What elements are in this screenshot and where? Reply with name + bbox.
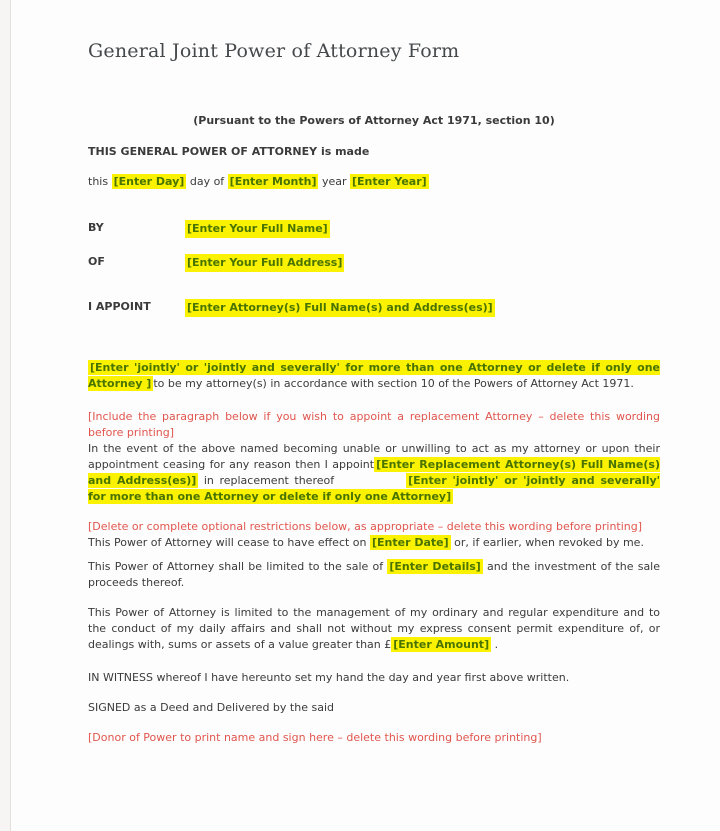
clause-cease: [88, 535, 660, 551]
appoint-row: [88, 299, 660, 317]
by-label: BY: [88, 221, 104, 234]
placeholder-date[interactable]: [Enter Date]: [372, 536, 449, 549]
date-line: [88, 174, 660, 190]
appoint-label: I APPOINT: [88, 300, 151, 313]
placeholder-full-name[interactable]: [Enter Your Full Name]: [185, 220, 330, 238]
placeholder-replacement-attorney[interactable]: [Enter Replacement Attorney(s) Full Name(s) and Address(es)]: [88, 458, 660, 487]
placeholder-details[interactable]: [Enter Details]: [389, 560, 481, 573]
page-title: General Joint Power of Attorney Form: [88, 40, 460, 62]
clause-sale: [88, 559, 660, 591]
of-row: [88, 254, 660, 272]
clause-jointly: [88, 360, 660, 392]
placeholder-year[interactable]: [Enter Year]: [352, 175, 427, 188]
of-label: OF: [88, 255, 105, 268]
note-donor: [Donor of Power to print name and sign here – delete this wording before printing]: [88, 731, 542, 744]
subtitle-pursuant: (Pursuant to the Powers of Attorney Act 1971, section 10): [193, 114, 555, 127]
date-line-pre: this: [88, 175, 112, 188]
placeholder-jointly-2[interactable]: [Enter 'jointly' or 'jointly and severally' for more than one Attorney or delete if only one Attorney]: [88, 474, 661, 503]
clause-jointly-rest: to be my attorney(s) in accordance with section 10 of the Powers of Attorney Act 1971.: [153, 377, 634, 390]
date-line-mid1: day of: [186, 175, 228, 188]
clause-cease-pre: This Power of Attorney will cease to have effect on: [88, 536, 370, 549]
made-line: THIS GENERAL POWER OF ATTORNEY is made: [88, 145, 370, 158]
placeholder-jointly[interactable]: [Enter 'jointly' or 'jointly and severally' for more than one Attorney or delete if only one Attorney ]: [88, 361, 660, 390]
clause-sale-post: and the investment of the sale proceeds thereof.: [88, 560, 661, 589]
clause-cease-post: or, if earlier, when revoked by me.: [450, 536, 644, 549]
placeholder-month[interactable]: [Enter Month]: [229, 175, 317, 188]
clause-replacement: [88, 409, 660, 505]
note-restrictions: [Delete or complete optional restrictions below, as appropriate – delete this wording before printing]: [88, 520, 643, 533]
placeholder-day[interactable]: [Enter Day]: [113, 175, 185, 188]
clause-replacement-mid: in replacement thereof: [198, 474, 335, 487]
witness-line: IN WITNESS whereof I have hereunto set my hand the day and year first above written.: [88, 671, 570, 684]
placeholder-full-address[interactable]: [Enter Your Full Address]: [185, 254, 344, 272]
clause-restrictions: [88, 519, 660, 551]
signed-line: SIGNED as a Deed and Delivered by the said: [88, 701, 334, 714]
note-replacement: [Include the paragraph below if you wish to appoint a replacement Attorney – delete this wording before printing]: [88, 410, 660, 439]
clause-management: [88, 605, 660, 653]
clause-replacement-pre: In the event of the above named becoming unable or unwilling to act as my attorney or upon their appointment ceasing for any reason then I appoint: [88, 442, 660, 471]
clause-management-post: .: [491, 638, 499, 651]
by-row: [88, 220, 660, 238]
placeholder-amount[interactable]: [Enter Amount]: [393, 638, 490, 651]
date-line-mid2: year: [318, 175, 351, 188]
clause-management-pre: This Power of Attorney is limited to the management of my ordinary and regular expenditure and to the conduct of my daily affairs and shall not without my express consent permit expenditure of, or dealings with, sums or assets of a value greater than £: [88, 606, 660, 651]
placeholder-attorney-names[interactable]: [Enter Attorney(s) Full Name(s) and Address(es)]: [185, 299, 495, 317]
clause-sale-pre: This Power of Attorney shall be limited to the sale of: [88, 560, 388, 573]
clause-replacement-body: [88, 441, 660, 505]
